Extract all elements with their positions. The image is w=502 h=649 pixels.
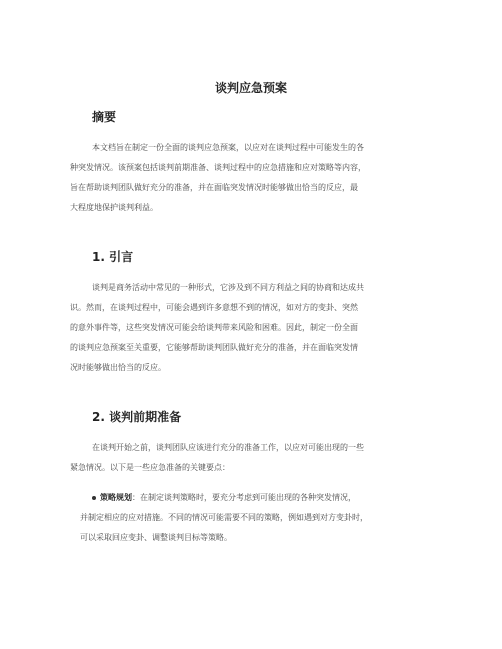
section-2-heading: 2. 谈判前期准备 [92,410,182,424]
bullet-first-line-text: ：在制定谈判策略时，要充分考虑到可能出现的各种突发情况， [132,493,356,502]
abstract-heading: 摘要 [92,110,117,124]
abstract-line-3: 旨在帮助谈判团队做好充分的准备，并在面临突发情况时能够做出恰当的反应，最 [70,183,358,192]
section-1-line-5: 况时能够做出恰当的反应。 [70,363,166,372]
section-1-line-2: 识。然而，在谈判过程中，可能会遇到许多意想不到的情况，如对方的变卦、突然 [70,303,358,312]
bullet-dot-icon [92,496,96,500]
bullet-line-3: 可以采取回应变卦、调整谈判目标等策略。 [80,533,232,542]
section-1-line-4: 的谈判应急预案至关重要，它能够帮助谈判团队做好充分的准备，并在面临突发情 [70,343,358,352]
document-title: 谈判应急预案 [214,81,287,95]
bullet-line-2: 并制定相应的应对措施。不同的情况可能需要不同的策略，例如遇到对方变卦时， [80,513,368,522]
bullet-item [80,488,432,548]
section-2-paragraph [70,438,422,478]
abstract-line-1: 本文档旨在制定一份全面的谈判应急预案，以应对在谈判过程中可能发生的各 [92,143,364,152]
section-1-line-1: 谈判是商务活动中常见的一种形式，它涉及到不同方利益之间的协商和达成共 [92,283,364,292]
section-1-paragraph [70,278,422,378]
section-1-line-3: 的意外事件等，这些突发情况可能会给谈判带来风险和困难。因此，制定一份全面 [70,323,358,332]
bullet-first-line [92,488,432,508]
section-2-line-2: 紧急情况。以下是一些应急准备的关键要点： [70,463,230,472]
abstract-paragraph [70,138,422,218]
bullet-term: 策略规划 [100,493,132,502]
abstract-line-2: 种突发情况。该预案包括谈判前期准备、谈判过程中的应急措施和应对策略等内容， [70,163,366,172]
abstract-line-4: 大程度地保护谈判利益。 [70,203,158,212]
section-2-line-1: 在谈判开始之前，谈判团队应该进行充分的准备工作，以应对可能出现的一些 [92,443,364,452]
section-1-heading: 1. 引言 [92,250,134,264]
